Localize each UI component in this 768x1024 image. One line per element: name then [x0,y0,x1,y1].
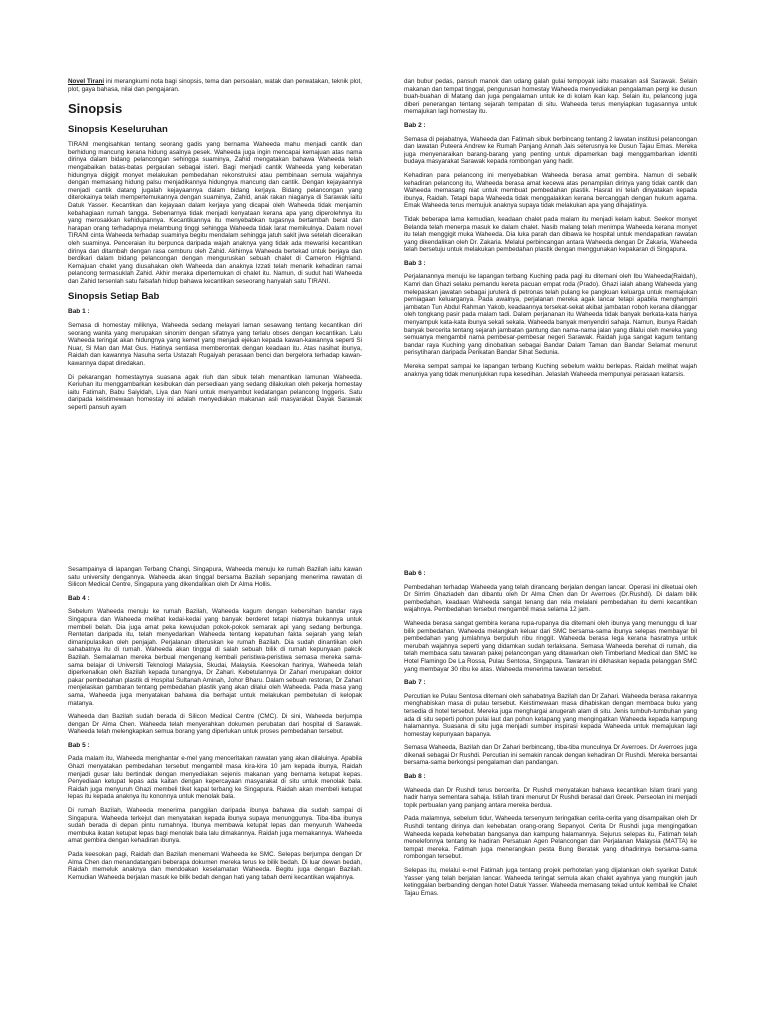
paragraph: TIRANI mengisahkan tentang seorang gadis yang bernama Waheeda mahu menjadi cantik dan berhidung mancung kerana hidung asalnya pesek. Waheeda juga ingin mencapai kemajuan atas nama dirinya dalam bidang pelancongan sehingga suaminya, Zahid mengatakan bahawa Waheeda telah mengabaikan batas-batas pergaulan sebagai isteri. Bagi menjadi cantik Waheeda yang keberatan hidungnya diigigit monyet melakukan pembedahan rekonstruksi atau pembinaan semula wajahnya dengan memasang hidung palsu menjadikannya hidungnya mancung dan cantik. Dengan kejayaannya menjadi cantik datang jugalah kejayaannya dalam bidang kerjaya. Bidang pelancongan yang diterokainya telah mempertemukannya dengan suaminya, Zahid, anak rakan niaganya di Sarawak iaitu Datuk Yasser. Kecantikan dan kejayaan dalam kerjaya yang dicapai oleh Waheeda tidak menjamin kebahagiaan rumah tangga. Sebenarnya tidak menjadi kenyataan kerana apa yang diperolehnya itu yang merosakkan kehidupannya. Kecantikannya itu menyebabkan tugasnya bertambah berat dan harapan orang terhadapnya melambung tinggi sehingga Waheeda tidak larat memikulnya. Dalam novel TIRANI cinta Waheeda terhadap suaminya begitu mendalam sehingga jatuh sakit jiwa setelah diceraikan oleh suaminya. Penceraian itu berpunca daripada wajah anaknya yang tidak ada mewarisi kecantikan dirinya dan ditambah dengan rasa cemburu oleh Zahid. Akhirnya Waheeda bertekad untuk berjaya dan berdikari dalam bidang pelancongan dengan menguruskan sebuah chalet di Cameron Highland. Kemajuan chalet yang diusahakan oleh Waheeda dan anaknya Izzati telah menarik kehadiran ramai pelancong termasuklah Zahid. Akhir meraka dipertemukan di chalet itu. Namun, di sudut hati Waheeda dan Zahid tersenlah satu falsafah hidup bahawa kecantikan seseorang hanyalah satu TIRANI. [68,141,362,285]
paragraph: Waheeda berasa sangat gembira kerana rupa-rupanya dia ditemani oleh ibunya yang menunggu di luar bilik pembedahan. Waheeda melangkah keluar dari SMC bersama-sama ibunya selepas membayar bil pembedahan yang jumlahnya berpuluh ribu ringgit. Waheeda berasa lega kerana hasratnya untuk merubah wajahnya seperti yang didamkan sudah terlaksana. Semasa Waheeda berehat di rumah, dia telah membaca satu tawaran pakej pelancongan yang ditawarkan oleh Timberland Medical dan SMC ke Hotel Flamingo De La Rossa, Pulau Sentosa, Singapura. Tawaran ini dikhaskan kepada pelanggan SMC yang membayar 30 ribu ke atas. Waheeda menerima tawaran tersebut. [404,619,697,673]
chapter-heading: Bab 2 : [404,121,426,129]
column-bottom-right [404,566,697,1018]
paragraph: Tidak beberapa lama kemudian, keadaan chalet pada malam itu menjadi kelam kabut. Seekor monyet Belanda telah menerpa masuk ke dalam chalet. Nasib malang telah menimpa Waheeda kerana monyet itu telah menggigit muka Waheeda. Dia luka parah dan dibawa ke hospital untuk mendapatkan rawatan yang dikendalikan oleh Dr. Zakaria. Melalui perbincangan antara Waheeda dengan Dr Zakaria, Waheeda telah bersetuju untuk melakukan pembedahan plastik dengan menggunakan kepakaran di Singapura. [404,215,697,254]
column-bottom-left [68,566,362,1018]
paragraph: Pembedahan terhadap Waheeda yang telah dirancang berjalan dengan lancar. Operasi ini diketuai oleh Dr Sirrim Ghaziadeh dan dibantu oleh Dr Alma Chen dan Dr Averroes (Dr.Rushdi). Di dalam bilik pembedahan, keadaan Waheeda sangat tenang dan rela melalani pembedahan itu demi kecantikan wajahnya. Pembedahan tersebut mengambil masa selama 12 jam. [404,583,697,614]
paragraph: Di rumah Bazilah, Waheeda menerima panggilan daripada ibunya bahawa dia sudah sampai di Singapura. Waheeda terkejut dan menyatakan kepada ibunya supaya menunggunya. Tiba-tiba ibunya sudah berada di depan pintu rumahnya. Ibunya membawa ketupat lepas dan menyuruh Waheeda membuka ikatan ketupat lepas bagi menolak bala lalu dimakannya. Raidah juga memakannya. Waheeda amat gembira dengan kehadiran ibunya. [68,807,362,845]
chapter-heading: Bab 5 : [68,741,90,749]
subsection-title: Sinopsis Setiap Bab [68,291,160,303]
novel-title-link: Novel Tirani [68,78,105,85]
chapter-heading: Bab 8 : [404,773,426,781]
paragraph: Mereka sempat sampai ke lapangan terbang Kuching sebelum waktu berlepas. Raidah melihat wajah anaknya yang tidak menunjukkan rupa kesedihan. Jelaslah Waheeda mempunyai perasaan katarsis. [404,363,697,378]
paragraph: Pada keesokan pagi, Raidah dan Bazilah menemani Waheeda ke SMC. Selepas berjumpa dengan Dr Alma Chen dan menandatangani beberapa dokumen mereka terus ke bilik bedah. Di luar dewan bedah, Raidah memeluk anaknya dan mendoakan keselamatan Waheeda. Begitu juga dengan Bazilah. Kemudian Waheeda berjalan masuk ke bilik bedah dengan hati yang tabah demi kecantikan wajahnya. [68,851,362,881]
intro-paragraph [68,78,362,93]
paragraph: Waheeda dan Bazilah sudah berada di Silicon Medical Centre (CMC). Di sini, Waheeda berjumpa dengan Dr Alma Chen. Waheeda telah menyerahkan dokumen perubatan dari hospital di Sarawak. Waheeda telah melengkapkan semua borang yang diperlukan untuk proses pembedahan tersebut. [68,713,362,736]
paragraph: Selepas itu, melalui e-mel Fatimah juga tentang projek perhotelan yang dijalankan oleh syarikat Datuk Yasser yang telah berjalan lancar. Waheeda teringat semula akan chalet ayahnya yang mungkin jauh ketinggalan berbanding dengan hotel Datuk Yasser. Waheeda memasang tekad untuk kembali ke Chalet Tajau Emas. [404,867,697,897]
column-top-right [404,78,697,558]
intro-text: ini merangkumi nota bagi sinopsis, tema dan persoalan, watak dan perwatakan, teknik plot, plot, gaya bahasa, nilai dan pengajaran. [68,78,362,93]
paragraph: Semasa di homestay miliknya, Waheeda sedang melayari laman sesawang tentang kecantikan diri seorang wanita yang merupakan sinonim dengan sifatnya yang terlalu obses dengan kecantikan. Lalu Waheeda teringat akan hidungnya yang kemet yang menjadi ejekan kepada kawan-kawannya seperti Si Nuar, Si Man dan Mat Gus. Hatinya sentiasa memberontak dengan keadaan itu. Atas nasihat ibunya, Raidah dan kawannya Nasuha serta Ustazah Rugaiyah perasaan benci dan bergelora terhadap kawan-kawannya dapat diredakan. [68,322,362,368]
paragraph: Kehadiran para pelancong ini menyebabkan Waheeda berasa amat gembira. Namun di sebalik kehadiran pelancong itu, Waheeda berasa amat kecewa atas penampilan dirinya yang tidak cantik dan Waheeda memasang niat untuk membuat pembedahan plastik. Hasrat ini telah dinyatakan kepada ibunya, Raidah. Tetapi bapa Waheeda tidak menggalakkan kerana bercanggah dengan hukum agama. Emak Waheeda terus memujuk anaknya supaya tidak melakukan apa yang dihajatinya. [404,171,697,210]
chapter-heading: Bab 7 : [404,679,426,687]
chapter-heading: Bab 6 : [404,570,426,577]
chapter-heading: Bab 4 : [68,594,90,602]
chapter-heading: Bab 3 : [404,259,426,267]
paragraph: Sesampainya di lapangan Terbang Changi, Singapura, Waheeda menuju ke rumah Bazilah iaitu kawan satu university dengannya. Waheeda akan tinggal bersama Bazilah sepanjang menerima rawatan di Silicon Medical Centre, Singapura yang dikendalikan oleh Dr Alma Hollis. [68,566,362,589]
paragraph: Pada malam itu, Waheeda menghantar e-mel yang menceritakan rawatan yang akan dilaluinya. Apabila Ghazi menyatakan pembedahan tersebut mengambil masa kira-kira 10 jam kepada ibunya, Raidah menjadi gusar lalu bertindak dengan menyediakan sejenis makanan yang bernama ketupat kepas. Penyediaan ketupat lepas ada kaitan dengan kepercayaan masyarakat di situ untuk menolak bala. Raidah juga menyuruh Ghazi membeli tiket kapal terbang ke Singapura. Raidah akan membeli ketupat lepas itu kepada anaknya itu kononnya untuk menolak bala. [68,755,362,801]
section-title: Sinopsis [68,101,123,117]
paragraph: Sebelum Waheeda menuju ke rumah Bazilah, Waheeda kagum dengan kebersihan bandar raya Singapura dan Waheeda melihat kedai-kedai yang banyak berderet tetapi niatnya bukannya untuk membeli belah. Dia juga amat peka kewujudan pokok-pokok semarak api yang sedang berbunga. Rentetan daripada itu, telah menyedarkan Waheeda tentang kepatuhan fakta sejarah yang telah dimanipulasikan oleh penjajah. Perjalanan diteruskan ke rumah Bazilah. Dia sudah dinantikan oleh sahabatnya itu di rumah. Waheeda akan tinggal di salah sebuah bilik di rumah kepunyaan pakcik Bazilah. Semalaman mereka berbual mengenang kembali peristiwa-peristiwa semasa mereka sama-sama belajar di Universiti Teknologi Malaysia, Skudai, Malaysia. Keesokan harinya, Waheeda telah diperkenalkan oleh Bazilah kepada tunangnya, Dr Zahari. Kebetulannya Dr Zahari merupakan doktor pakar pembedahan plastik di Hospital Sultanah Aminah, Johor Bharu. Dalam sebuah restoran, Dr Zahari menjelaskan gambaran tentang pembedahan plastik yang akan dilalui oleh Waheeda. Pada masa yang sama, Waheeda juga menyatakan bahawa dia berhajat untuk melakukan pembetulan di kelopak matanya. [68,608,362,707]
paragraph: Pada malamnya, sebelum tidur, Waheeda tersenyum teringatkan cerita-cerita yang disampaikan oleh Dr Rushdi tentang dirinya dan kehebatan orang-orang Sepanyol. Cerita Dr Rushdi juga mengingatkan Waheeda kepada kehebatan bangsanya dan kampung halamannya. Sejurus selepas itu, Fatimah telah menelefonnya tentang ke hadiran Persatuan Agen Pelancongan dan Perjalanan Malaysia (MATTA) ke tempat mereka. Fatimah juga menerangkan pesta Bung Beratak yang dihadirinya bersama-sama rombongan tersebut. [404,815,697,861]
chapter-heading: Bab 1 : [68,308,90,316]
paragraph: Percutian ke Pulau Sentosa ditemani oleh sahabatnya Bazilah dan Dr Zahari. Waheeda berasa rakannya menghabiskan masa di pulau tersebut. Keistimewaan masa dihabiskan dengan membaca buku yang tersedia di hotel tersebut. Mereka juga menghargai anugerah alam di situ. Jenis tumbuh-tumbuhan yang ada di situ seperti pohon pulai laut dan pohon ketapang yang mengingatkan Waheeda kepada kampung halamannya. Suasana di situ juga menjadi sumber inspirasi kepada Waheeda untuk memajukan lagi homestay kepunyaan bapanya. [404,692,697,738]
paragraph: Perjalanannya menuju ke lapangan terbang Kuching pada pagi itu ditemani oleh Ibu Waheeda(Raidah), Kamri dan Ghazi selaku pemandu kereta pacuan empat roda (Prado). Ghazi ialah abang Waheeda yang melepaskan jawatan sebagai juruterà di petronas telah pulang ke pangkuan keluarga untuk memajukan perniagaan keluarganya. Pada awalnya, perjalanan mereka agak lancar tetapi apabila menghampiri jambatan Tun Abdul Rahman Yakob, keadaannya tersekat-sekat akibat jambatan roboh kerana dilanggar oleh tongkang pasir pada malam tadi. Dalam perjananan itu Waheeda tidak banyak berkata-kata hanya menyampuk kata-kata ibunya sekali sekala. Waheeda banyak menyendiri sahaja. Namun, ibunya Raidah banyak bercerita tentang sejarah jambatan gantung dan nama-nama jalan yang dilalui oleh mereka yang semuanya mengambil nama pembesar-pembesar negeri Sarawak. Raidah juga sangat kagum tentang bandar raya Kuching yang dinobatkan sebagai Bandar Dalam Taman dan Bandar Selamat menurut perisytiharan daripada Perikatan Bandar Sihat Sedunia. [404,273,697,357]
column-top-left [68,78,362,558]
paragraph: Semasa Waheeda, Bazilah dan Dr Zahari berbincang, tiba-tiba munculnya Dr Averroes. Dr Averroes juga dikenali sebagai Dr Rushdi. Percutian ini semakin rancak dengan kehadiran Dr Rushdi. Mereka bersantai bersama-sama berkongsi pengalaman dan pandangan. [404,744,697,767]
paragraph: Di pekarangan homestaynya suasana agak riuh dan sibuk telah menantikan lamunan Waheeda. Keriuhan itu menggambarkan kesibukan dan persediaan yang sedang dilakukan oleh pekerja homestay iaitu Fatimah, Babu Saiyidah, Liya dan Nani untuk menyambut kedatangan pelancong Inggeris. Satu daripada keistimewaan homestay ini adalah menyediakan makanan asli masyarakat Dayak Sarawak seperti pansuh ayam [68,373,362,411]
paragraph: dan bubur pedas, pansuh manok dan udang galah gulai tempoyak iaitu masakan asli Sarawak. Selain makanan dan tempat tinggal, pengurusan homestay Waheeda menyediakan pengalaman pergi ke dusun buah-buahan di Matang dan juga pengalaman untuk ke di kolam ikan kap. Selain itu, pelancong juga diberi penerangan tentang sejarah tempatan di situ. Waheeda terus menyiapkan tugasannya untuk memajukan lagi homestay itu. [404,78,697,116]
paragraph: Waheeda dan Dr Rushdi terus bercerita. Dr Rushdi menyatakan bahawa kecantikan Islam tirani yang hadir hanya sementara sahaja. Istilah tirani menurut Dr Rushdi berasal dari Greek. Perseolan ini menjadi topik perbualan yang panjang antara mereka berdua. [404,786,697,809]
subsection-title: Sinopsis Keseluruhan [68,124,168,136]
paragraph: Semasa di pejabatnya, Waheeda dan Fatimah sibuk berbincang tentang 2 lawatan institusi pelancongan dan lawatan Puteera Andrew ke Rumah Panjang Annah Jais seterusnya ke Dusun Tajau Emas. Mereka juga menyenaraikan barang-barang yang penting untuk dipamerkan bagi menggambarkan identiti budaya masyarakat Sarawak kepada rombongan yang hadir. [404,135,697,166]
